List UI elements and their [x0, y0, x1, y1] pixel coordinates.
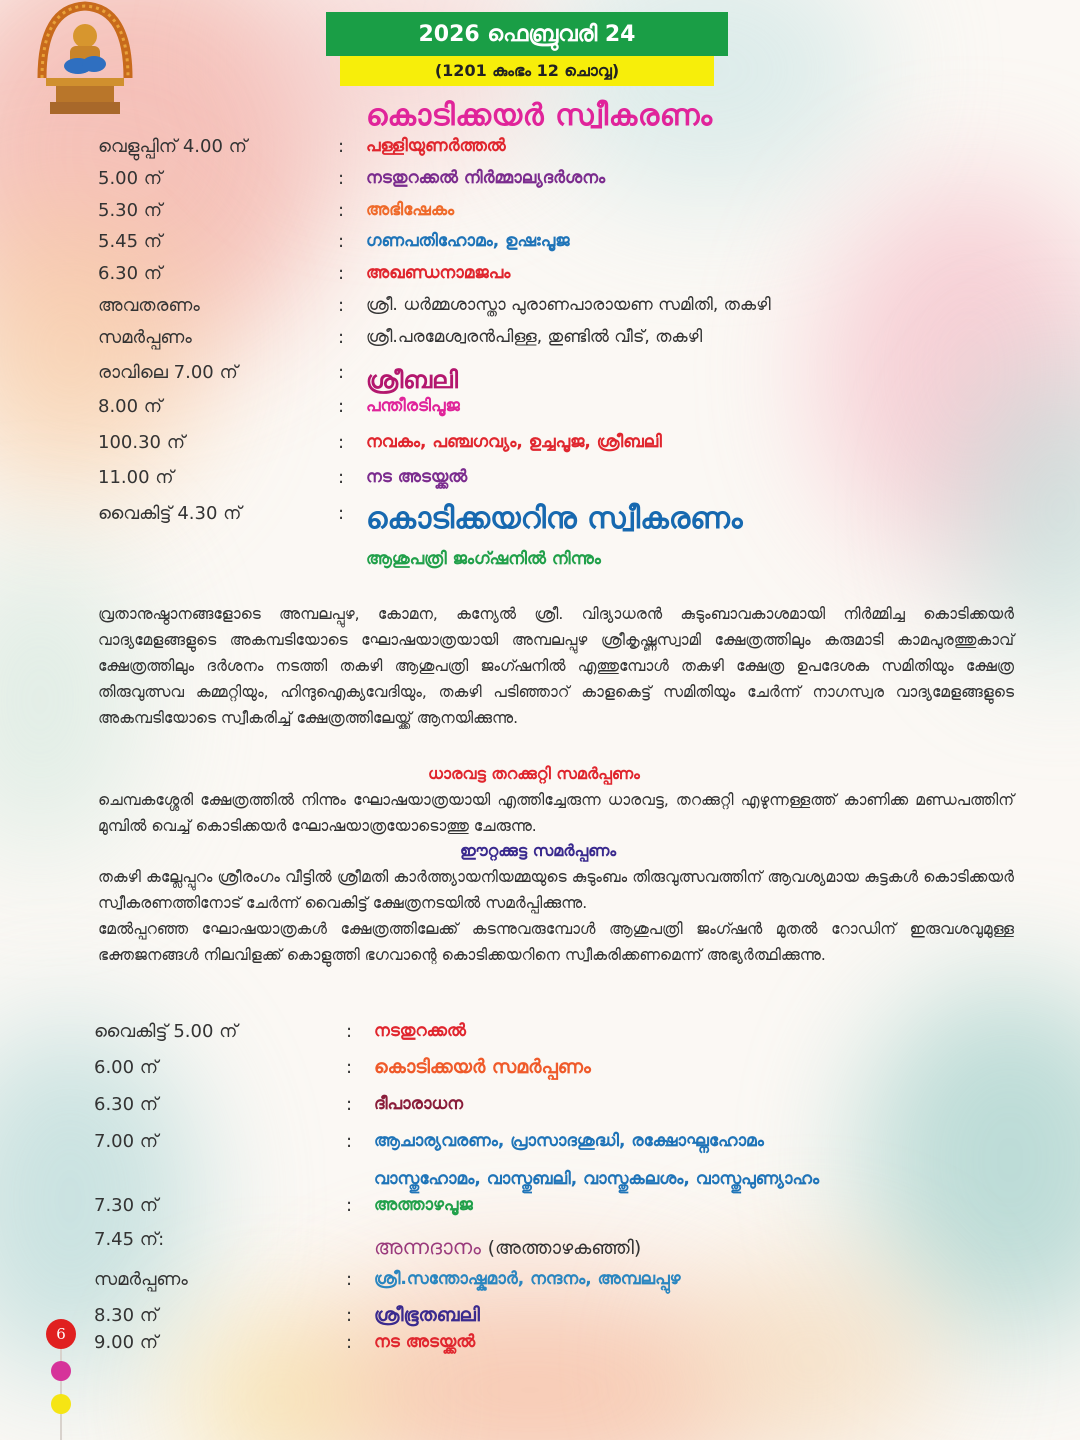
- section-heading: ഈറ്റക്കുട്ട സമർപ്പണം: [460, 841, 617, 860]
- temple-deity-logo: [30, 0, 140, 118]
- section-text: ചെമ്പകശ്ശേരി ക്ഷേത്രത്തിൽ നിന്നും ഘോഷയാത്രയായി എത്തിച്ചേരുന്ന ധാരവട്ട, തറക്കുറ്റി എഴുന്നള്ളത്ത് കാണിക്ക മണ്ഡപത്തിന് മുമ്പിൽ വെച്ച് കൊടിക്കയർ ഘോഷയാത്രയോടൊത്തു ചേരുന്നു.: [98, 791, 1014, 835]
- separator: :: [346, 1268, 353, 1290]
- schedule-time: 9.00 ന്: [94, 1331, 159, 1353]
- annadanam-label: അന്നദാനം: [374, 1235, 481, 1259]
- schedule-time: 6.30 ന്: [98, 262, 163, 284]
- procession-welcome-title: കൊടിക്കയറിനു സ്വീകരണം: [366, 501, 743, 536]
- schedule-time: 8.00 ന്: [98, 395, 163, 417]
- schedule-time: വൈകിട്ട് 5.00 ന്: [94, 1020, 238, 1042]
- separator: :: [338, 431, 345, 453]
- schedule-event: പന്തീരടിപൂജ: [366, 396, 460, 416]
- schedule-time: 5.30 ന്: [98, 199, 163, 221]
- schedule-event: ആചാര്യവരണം, പ്രാസാദശുദ്ധി, രക്ഷോഘ്നഹോമം: [374, 1131, 764, 1151]
- separator: :: [338, 199, 345, 221]
- separator: :: [338, 361, 345, 383]
- schedule-time: 5.45 ന്: [98, 230, 163, 252]
- schedule-time: 7.00 ന്: [94, 1130, 159, 1152]
- separator: :: [338, 167, 345, 189]
- schedule-time: വെളുപ്പിന് 4.00 ന്: [98, 135, 247, 157]
- separator: :: [346, 1194, 353, 1216]
- schedule-event: ദീപാരാധന: [374, 1094, 463, 1114]
- separator: :: [338, 395, 345, 417]
- schedule-event: നവകം, പഞ്ചഗവ്യം, ഉച്ചപൂജ, ശ്രീബലി: [366, 432, 662, 452]
- decorative-dot-magenta: [51, 1361, 71, 1381]
- schedule-time: 8.30 ന്: [94, 1304, 159, 1326]
- schedule-time: 7.30 ന്: [94, 1194, 159, 1216]
- malayalam-date-banner: (1201 കുംഭം 12 ചൊവ്വ): [340, 56, 714, 86]
- schedule-event: ശ്രീ.പരമേശ്വരൻപിള്ള, തുണ്ടിൽ വീട്, തകഴി: [366, 327, 703, 347]
- separator: :: [346, 1331, 353, 1353]
- page-title: കൊടിക്കയർ സ്വീകരണം: [366, 98, 713, 133]
- schedule-event: ശ്രീ. ധർമ്മശാസ്താ പുരാണപാരായണ സമിതി, തകഴി: [366, 295, 771, 315]
- schedule-time: 6.00 ന്: [94, 1056, 159, 1078]
- separator: :: [338, 326, 345, 348]
- schedule-event: കൊടിക്കയർ സമർപ്പണം: [374, 1056, 591, 1078]
- procession-description: വ്രതാനുഷ്ഠാനങ്ങളോടെ അമ്പലപ്പുഴ, കോമന, കന്യേൽ ശ്രീ. വിദ്യാധരൻ കുടുംബാവകാശമായി നിർമ്മിച്ച കൊടിക്കയർ വാദ്യമേളങ്ങളുടെ അകമ്പടിയോടെ ഘോഷയാത്രയായി അമ്പലപ്പുഴ ശ്രീകൃഷ്ണസ്വാമി ക്ഷേത്രത്തിലും കരുമാടി കാമപുരത്തുകാവ് ക്ഷേത്രത്തിലും ദർശനം നടത്തി തകഴി ആശുപത്രി ജംഗ്ഷനിൽ എത്തുമ്പോൾ തകഴി ക്ഷേത്ര ഉപദേശക സമിതിയും ക്ഷേത്ര തിരുവുത്സവ കമ്മറ്റിയും, ഹിന്ദുഐക്യവേദിയും, തകഴി പടിഞ്ഞാറ് കാളകെട്ട് സമിതിയും ചേർന്ന് നാഗസ്വര വാദ്യമേളങ്ങളുടെ അകമ്പടിയോടെ സ്വീകരിച്ച് ക്ഷേത്രത്തിലേയ്ക്ക് ആനയിക്കുന്നു.: [98, 605, 1014, 727]
- schedule-event: അഖണ്ഡനാമജപം: [366, 263, 511, 283]
- schedule-event: നടതുറക്കൽ: [374, 1021, 466, 1041]
- gregorian-date-banner: 2026 ഫെബ്രുവരി 24: [326, 12, 728, 56]
- page-number-badge: 6: [46, 1319, 76, 1349]
- separator: :: [338, 294, 345, 316]
- schedule-event: ശ്രീ.സന്തോഷ്കുമാർ, നന്ദനം, അമ്പലപ്പുഴ: [374, 1269, 681, 1289]
- decorative-dot-yellow: [51, 1394, 71, 1414]
- section-heading: ധാരവട്ട തറക്കുറ്റി സമർപ്പണം: [428, 764, 640, 783]
- separator: :: [338, 262, 345, 284]
- schedule-event: അഭിഷേകം: [366, 200, 455, 220]
- schedule-time: രാവിലെ 7.00 ന്: [98, 361, 238, 383]
- schedule-time: 100.30 ന്: [98, 431, 186, 453]
- separator: :: [338, 230, 345, 252]
- separator: :: [346, 1304, 353, 1326]
- schedule-event: പള്ളിയുണർത്തൽ: [366, 136, 506, 156]
- schedule-event: ശ്രീഭൂതബലി: [374, 1304, 480, 1326]
- schedule-event: [374, 1235, 641, 1260]
- schedule-time: 11.00 ന്: [98, 466, 174, 488]
- schedule-event: ഗണപതിഹോമം, ഉഷഃപൂജ: [366, 231, 570, 251]
- schedule-event: നട അടയ്ക്കൽ: [366, 467, 468, 487]
- schedule-event: നട അടയ്ക്കൽ: [374, 1332, 476, 1352]
- schedule-event: ശ്രീബലി: [366, 366, 458, 394]
- schedule-label: അവതരണം: [98, 294, 200, 316]
- schedule-time: 5.00 ന്: [98, 167, 163, 189]
- schedule-event: അത്താഴപൂജ: [374, 1195, 473, 1215]
- separator: :: [346, 1093, 353, 1115]
- appeal-text: മേൽപ്പറഞ്ഞ ഘോഷയാത്രകൾ ക്ഷേത്രത്തിലേക്ക് കടന്നുവരുമ്പോൾ ആശുപത്രി ജംഗ്ഷൻ മുതൽ റോഡിന് ഇരുവശവുമുള്ള ഭക്തജനങ്ങൾ നിലവിളക്ക് കൊളുത്തി ഭഗവാന്റെ കൊടിക്കയറിനെ സ്വീകരിക്കണമെന്ന് അഭ്യർത്ഥിക്കുന്നു.: [98, 920, 1014, 964]
- separator: :: [338, 502, 345, 524]
- procession-origin: ആശുപത്രി ജംഗ്ഷനിൽ നിന്നും: [366, 549, 601, 569]
- separator: :: [346, 1056, 353, 1078]
- schedule-label: സമർപ്പണം: [98, 326, 192, 348]
- schedule-time: വൈകിട്ട് 4.30 ന്: [98, 502, 242, 524]
- section-text: തകഴി കല്ലേപ്പുറം ശ്രീരംഗം വീട്ടിൽ ശ്രീമതി കാർത്ത്യായനിയമ്മയുടെ കുടുംബം തിരുവുത്സവത്തിന് ആവശ്യമായ കുട്ടകൾ കൊടിക്കയർ സ്വീകരണത്തിനോട് ചേർന്ന് വൈകിട്ട് ക്ഷേത്രനടയിൽ സമർപ്പിക്കുന്നു.: [98, 868, 1014, 912]
- separator: :: [346, 1020, 353, 1042]
- schedule-label: സമർപ്പണം: [94, 1268, 188, 1290]
- schedule-time: 6.30 ന്: [94, 1093, 159, 1115]
- schedule-time: 7.45 ന്:: [94, 1228, 165, 1250]
- schedule-event-continued: വാസ്തുഹോമം, വാസ്തുബലി, വാസ്തുകലശം, വാസ്തുപുണ്യാഹം: [374, 1169, 820, 1189]
- separator: :: [338, 466, 345, 488]
- schedule-event: നടതുറക്കൽ നിർമ്മാല്യദർശനം: [366, 168, 606, 188]
- separator: :: [338, 135, 345, 157]
- separator: :: [346, 1130, 353, 1152]
- annadanam-suffix: (അത്താഴകഞ്ഞി): [487, 1237, 642, 1259]
